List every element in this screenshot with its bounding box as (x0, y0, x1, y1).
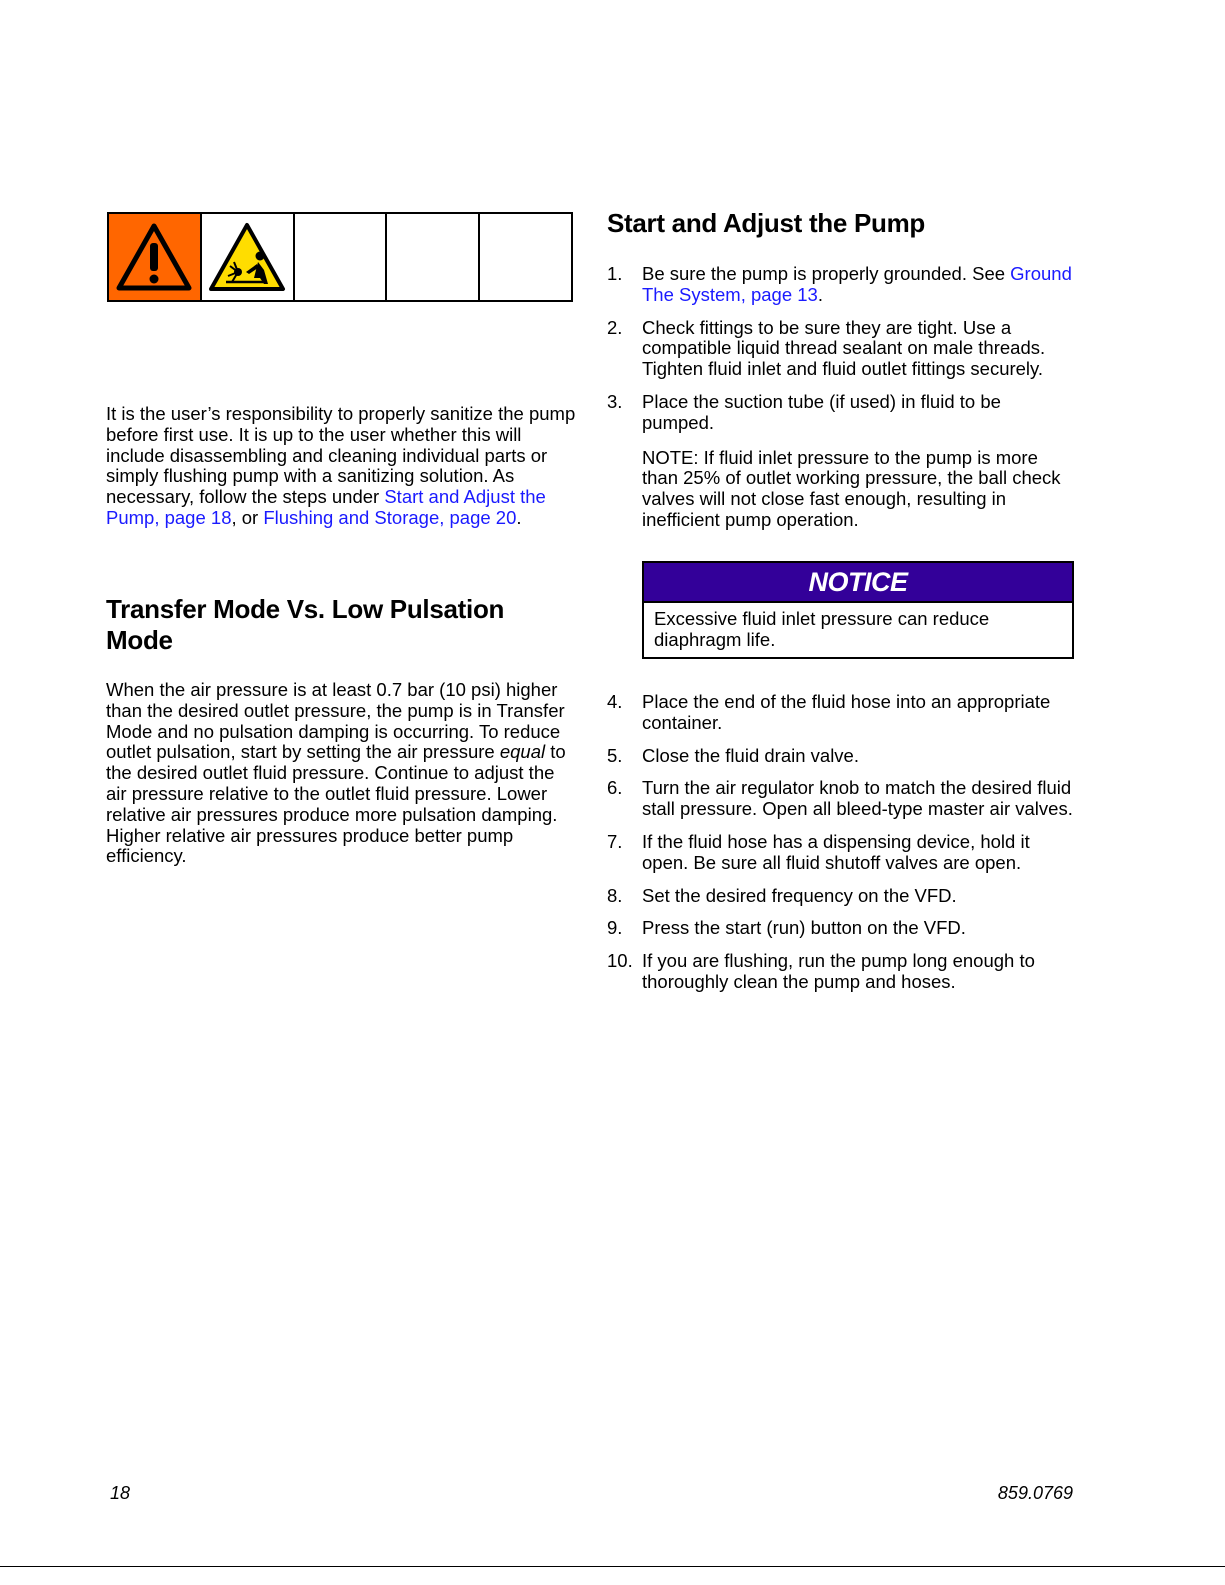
warning-cell-pressure (202, 214, 295, 300)
pressurized-equipment-icon (208, 222, 286, 292)
ground-system-link[interactable]: Ground The System, page 13 (642, 263, 1072, 305)
sanitize-section (106, 404, 576, 529)
step-number: 1. (607, 263, 623, 284)
step-number: 7. (607, 830, 623, 852)
warning-icon-table (107, 212, 573, 302)
list-item-step (607, 886, 1077, 907)
transfer-text-emphasis: equal (499, 741, 546, 763)
start-adjust-heading: Start and Adjust the Pump (607, 208, 925, 238)
transfer-text: When the air pressure is at least 0.7 bar (10 psi) higher than the desired outlet pressure, the pump is in Transfer Mode and no pulsation damping is occurring. To reduce outlet pulsation, start by setting the air pressure (106, 679, 565, 763)
notice-text: Excessive fluid inlet pressure can reduce diaphragm life. (654, 608, 990, 650)
document-number: 859.0769 (997, 1483, 1073, 1503)
warning-cell-exclamation (109, 214, 202, 300)
step-text: Turn the air regulator knob to match the desired fluid stall pressure. Open all bleed-type master air valves. (642, 777, 1073, 820)
list-item-step (607, 951, 1077, 993)
list-item-step (607, 832, 1077, 874)
step-text-end: . (817, 283, 823, 305)
list-item-step-2 (607, 318, 1077, 380)
transfer-mode-heading: Transfer Mode Vs. Low Pulsation Mode (106, 594, 505, 655)
flushing-storage-link[interactable]: Flushing and Storage, page 20 (263, 506, 517, 528)
steps-list-a (607, 264, 1077, 543)
step-number: 3. (607, 390, 623, 412)
notice-box (642, 561, 1074, 659)
step-text: If you are flushing, run the pump long enough to thoroughly clean the pump and hoses. (642, 950, 1035, 992)
note-label: NOTE: (642, 446, 699, 468)
step-text: Be sure the pump is properly grounded. See (642, 263, 1011, 284)
warning-cell-empty-2 (387, 214, 480, 300)
transfer-mode-body (106, 680, 576, 867)
warning-cell-empty-1 (295, 214, 388, 300)
step-number: 9. (607, 917, 623, 939)
transfer-text-rest: to the desired outlet fluid pressure. Continue to adjust the air pressure relative to the outlet fluid pressure. Lower relative air pressures produce more pulsation damping. Higher relative air pressures produce better pump efficiency. (106, 741, 566, 867)
warning-cell-empty-3 (480, 214, 571, 300)
page-number: 18 (110, 1483, 131, 1503)
transfer-mode-paragraph (106, 680, 576, 867)
start-adjust-pump-link[interactable]: Start and Adjust the Pump, page 18 (106, 486, 546, 528)
step-text: Place the suction tube (if used) in fluid to be pumped. (642, 390, 1001, 433)
bottom-rule (0, 1566, 1225, 1567)
step-number: 5. (607, 744, 623, 766)
sanitize-text-end: . (516, 506, 522, 528)
step-number: 10. (607, 950, 633, 972)
step-text: Close the fluid drain valve. (642, 744, 859, 766)
list-item-step (607, 778, 1077, 820)
sanitize-text-joiner: , or (231, 506, 264, 528)
step-text: Press the start (run) button on the VFD. (642, 917, 966, 939)
step-text: Place the end of the fluid hose into an appropriate container. (642, 691, 1051, 733)
step-number: 8. (607, 884, 623, 906)
exclamation-warning-icon (116, 223, 192, 291)
step-number: 6. (607, 777, 623, 799)
step-text: If the fluid hose has a dispensing device, hold it open. Be sure all fluid shutoff valves are open. (642, 830, 1030, 873)
step-text: Set the desired frequency on the VFD. (642, 884, 957, 906)
start-adjust-section (607, 208, 1077, 239)
steps-list-b (607, 692, 1077, 1005)
sanitize-text: It is the user’s responsibility to properly sanitize the pump before first use. It is up to the user whether this will include disassembling and cleaning individual parts or simply flushing pump with a sanitizing solution. As necessary, follow the steps under (106, 403, 576, 508)
sanitize-paragraph (106, 404, 576, 529)
transfer-mode-section (106, 594, 546, 656)
notice-title: NOTICE (644, 563, 1072, 603)
list-item-step (607, 692, 1077, 734)
list-item-step-1 (607, 264, 1077, 306)
list-item-step-3 (607, 392, 1077, 531)
step-number: 4. (607, 691, 623, 712)
note-text: If fluid inlet pressure to the pump is more than 25% of outlet working pressure, the ball check valves will not close fast enough, resulting in inefficient pump operation. (642, 446, 1061, 530)
list-item-step (607, 746, 1077, 767)
list-item-step (607, 918, 1077, 939)
step-text: Check fittings to be sure they are tight. Use a compatible liquid thread sealant on male threads. Tighten fluid inlet and fluid outlet fittings securely. (642, 316, 1046, 380)
step-number: 2. (607, 316, 623, 338)
note-paragraph (642, 448, 1077, 531)
